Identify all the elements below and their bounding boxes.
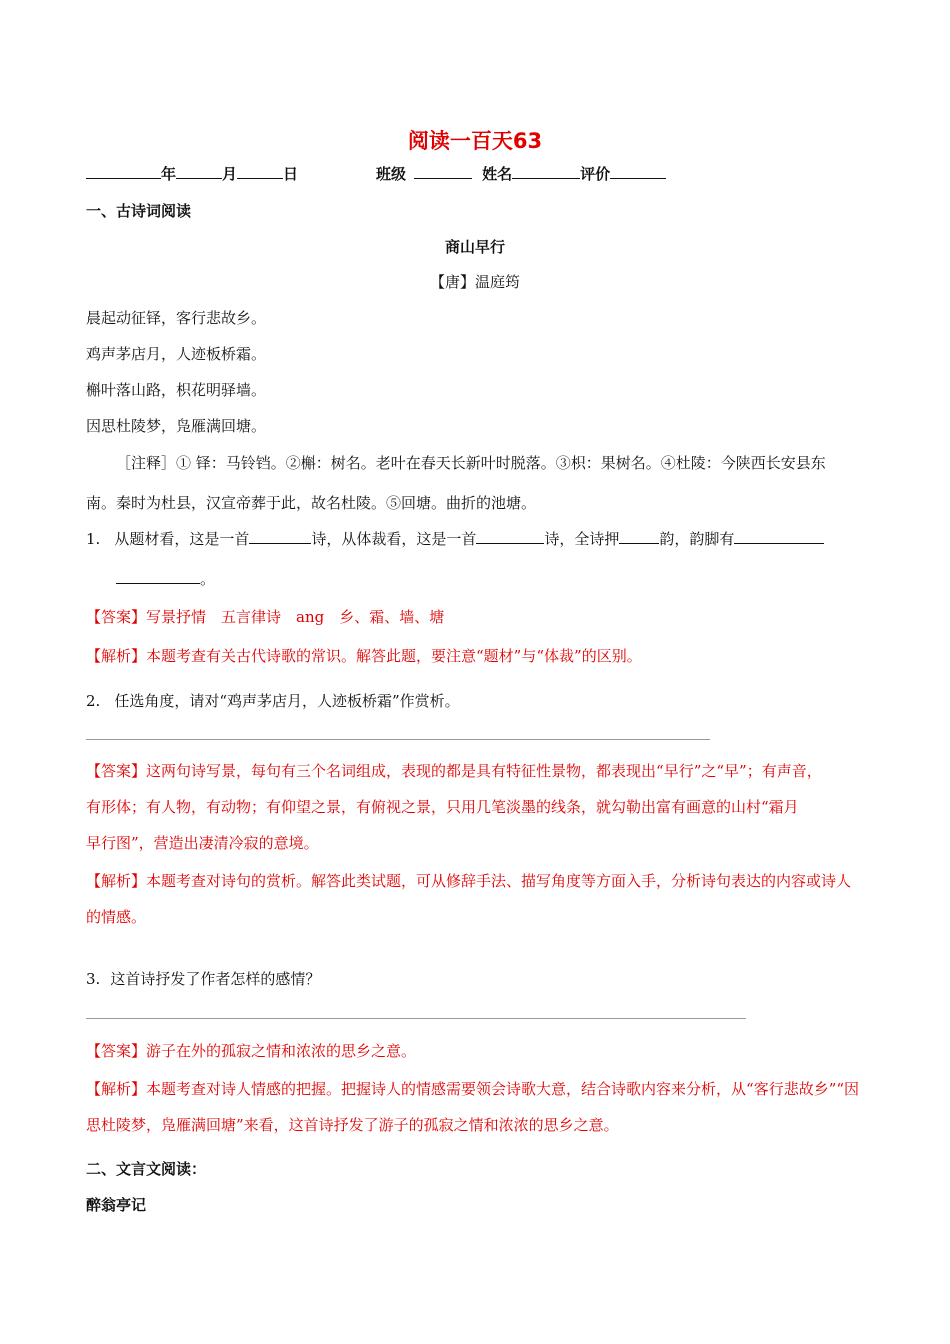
analysis-text: 本题考查对诗人情感的把握。把握诗人的情感需要领会诗歌大意，结合诗歌内容来分析，从“客行悲故乡”“因 (146, 1080, 860, 1098)
question-number: 3. (86, 970, 101, 988)
q1-analysis (86, 645, 642, 666)
q2-analysis-cont: 的情感。 (86, 908, 147, 926)
year-blank[interactable] (86, 164, 161, 179)
eval-blank[interactable] (610, 164, 666, 179)
analysis-tag: 【解析】 (86, 872, 147, 890)
month-blank[interactable] (176, 164, 222, 179)
analysis-tag: 【解析】 (86, 1080, 147, 1098)
q2-analysis (86, 870, 851, 891)
answer-text: 写景抒情 五言律诗 ang 乡、霜、墙、塘 (146, 608, 445, 626)
q2-answer-cont: 早行图”，营造出凄清冷寂的意境。 (86, 834, 319, 852)
analysis-text: 本题考查对诗句的赏析。解答此类试题，可从修辞手法、描写角度等方面入手，分析诗句表达的内容或诗人 (146, 872, 852, 890)
question-number: 1. (86, 530, 101, 548)
answer-tag: 【答案】 (86, 762, 147, 780)
answer-blank[interactable] (619, 529, 659, 544)
poem-notes-cont: 南。秦时为杜县，汉宣帝葬于此，故名杜陵。⑤回塘。曲折的池塘。 (86, 494, 537, 512)
poem-notes: ［注释］① 铎：马铃铛。②槲：树名。老叶在春天长新叶时脱落。③枳：果树名。④杜陵：今陕西长安县东 (116, 454, 826, 472)
answer-blank[interactable] (476, 529, 544, 544)
q2-answer (86, 760, 822, 781)
q2-answer-cont: 有形体；有人物，有动物；有仰望之景，有俯视之景，只用几笔淡墨的线条，就勾勒出富有画意的山村“霜月 (86, 798, 799, 816)
year-label: 年 (161, 165, 177, 183)
q3-analysis (86, 1078, 859, 1099)
passage-title: 醉翁亭记 (86, 1196, 147, 1214)
answer-line[interactable] (86, 739, 710, 740)
class-label: 班级 (376, 165, 407, 183)
month-label: 月 (222, 165, 238, 183)
question-number: 2. (86, 692, 101, 710)
eval-label: 评价 (580, 165, 611, 183)
poem-title: 商山早行 (444, 238, 505, 256)
analysis-tag: 【解析】 (86, 647, 147, 665)
poem-line: 因思杜陵梦，凫雁满回塘。 (86, 417, 267, 435)
question-1: 1. 从题材看，这是一首 诗，从体裁看，这是一首 诗，全诗押 韵，韵脚有 (86, 528, 824, 549)
answer-blank[interactable] (116, 569, 200, 584)
class-blank[interactable] (414, 164, 472, 179)
answer-blank[interactable] (249, 529, 311, 544)
analysis-text: 本题考查有关古代诗歌的常识。解答此题，要注意“题材”与“体裁”的区别。 (146, 647, 642, 665)
q3-analysis-cont: 思杜陵梦，凫雁满回塘”来看，这首诗抒发了游子的孤寂之情和浓浓的思乡之意。 (86, 1116, 619, 1134)
poem-author: 【唐】温庭筠 (429, 273, 520, 291)
name-blank[interactable] (512, 164, 580, 179)
poem-line: 鸡声茅店月，人迹板桥霜。 (86, 345, 267, 363)
section-heading-classical: 二、文言文阅读： (86, 1160, 207, 1178)
name-label: 姓名 (482, 165, 513, 183)
page-title: 阅读一百天63 (407, 129, 543, 153)
section-heading-poetry: 一、古诗词阅读 (86, 202, 192, 220)
answer-tag: 【答案】 (86, 608, 147, 626)
question-2: 2. 任选角度，请对“鸡声茅店月，人迹板桥霜”作赏析。 (86, 692, 460, 710)
question-1-cont: 。 (116, 568, 215, 589)
question-3: 3. 这首诗抒发了作者怎样的感情？ (86, 970, 321, 988)
answer-line[interactable] (86, 1018, 746, 1019)
header-fields (86, 163, 666, 184)
answer-tag: 【答案】 (86, 1042, 147, 1060)
day-blank[interactable] (237, 164, 283, 179)
answer-text: 这两句诗写景，每句有三个名词组成，表现的都是具有特征性景物，都表现出“早行”之“早”；有声音， (146, 762, 822, 780)
q3-answer (86, 1040, 416, 1061)
day-label: 日 (283, 165, 299, 183)
q1-answer (86, 606, 444, 627)
poem-line: 晨起动征铎，客行悲故乡。 (86, 309, 267, 327)
poem-line: 槲叶落山路，枳花明驿墙。 (86, 381, 267, 399)
answer-text: 游子在外的孤寂之情和浓浓的思乡之意。 (146, 1042, 417, 1060)
answer-blank[interactable] (734, 529, 824, 544)
